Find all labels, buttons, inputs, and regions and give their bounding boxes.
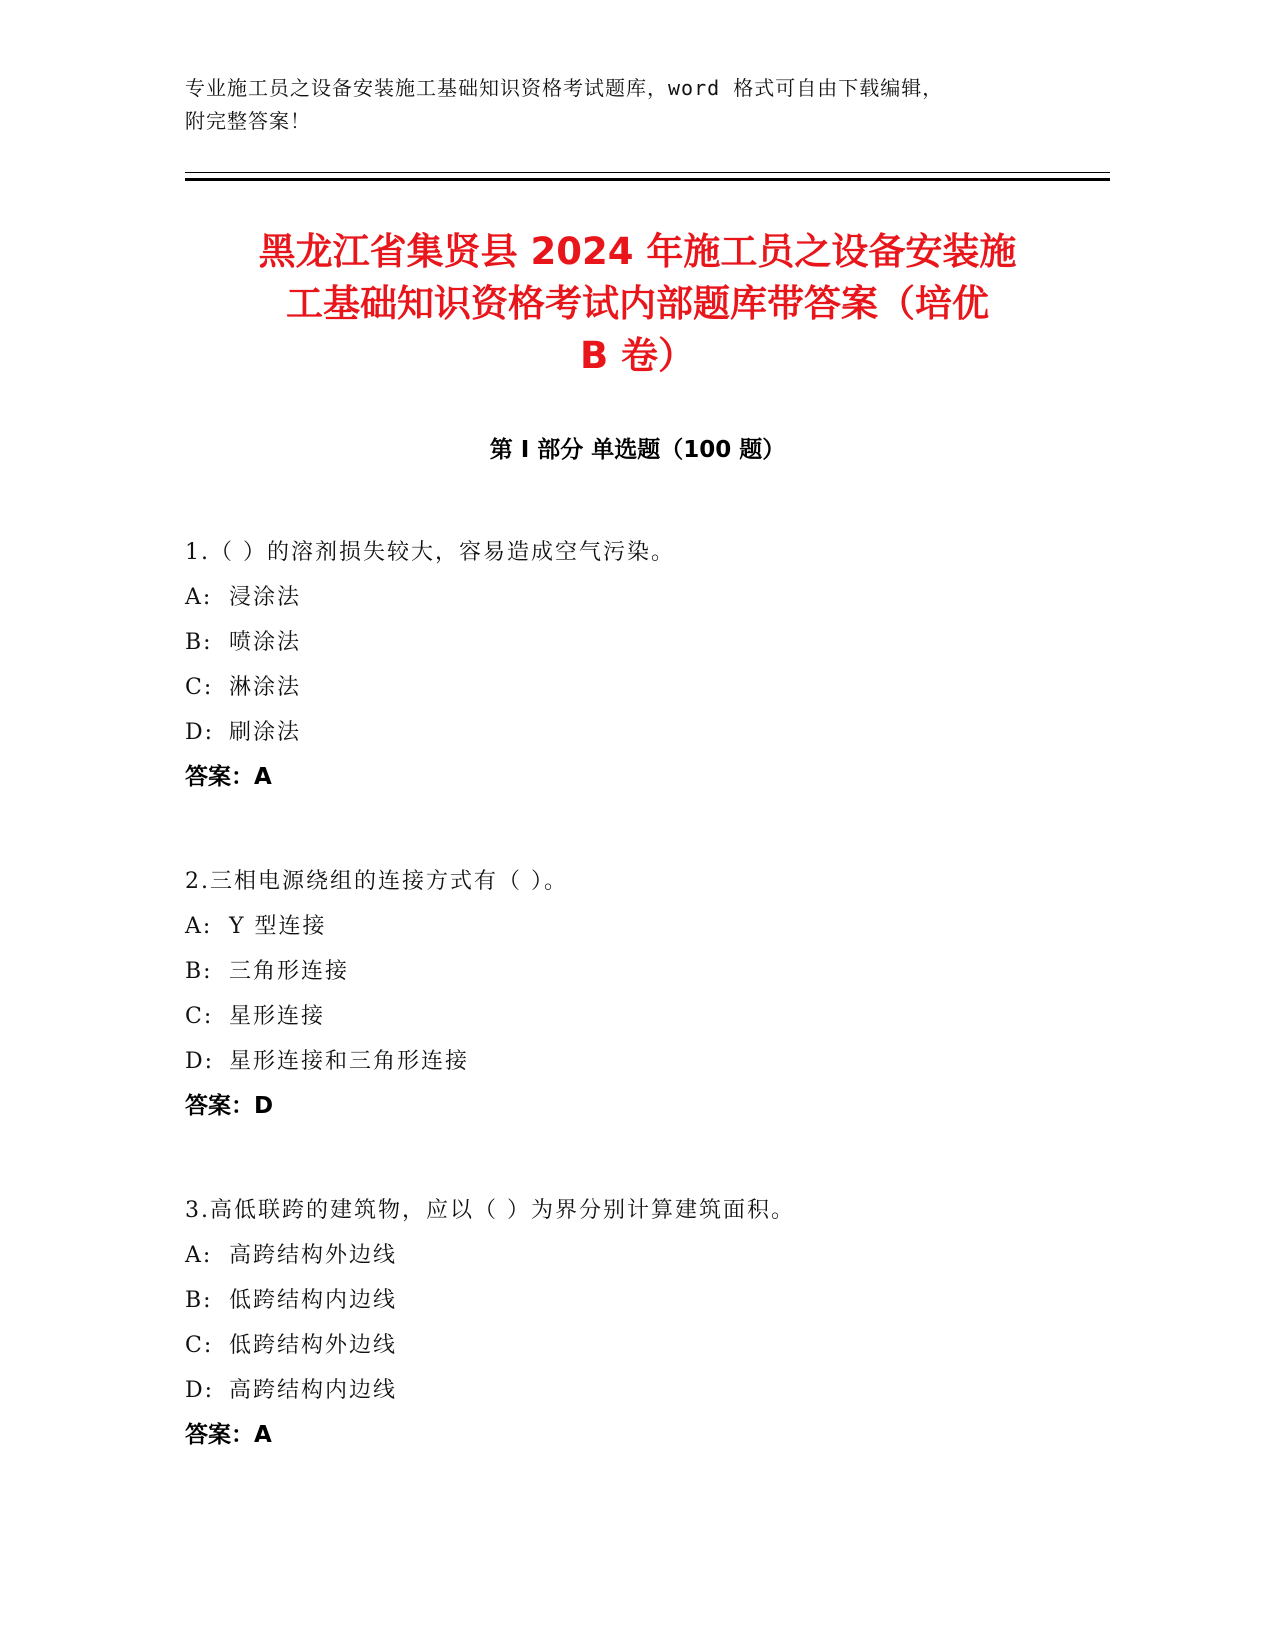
option-b xyxy=(185,949,1110,994)
question-1 xyxy=(185,530,1110,800)
header-note-line-2: 附完整答案！ xyxy=(185,109,311,133)
option-text: 喷涂法 xyxy=(229,630,302,655)
option-text: 三角形连接 xyxy=(229,959,350,984)
option-b xyxy=(185,1278,1110,1323)
option-text: Y 型连接 xyxy=(229,914,327,939)
option-letter: C: xyxy=(185,675,214,700)
option-letter: D: xyxy=(185,1049,215,1074)
option-a xyxy=(185,575,1110,620)
question-2 xyxy=(185,859,1110,1129)
document-title-line-1: 黑龙江省集贤县 2024 年施工员之设备安装施 xyxy=(258,230,1017,273)
option-c xyxy=(185,1323,1110,1368)
option-text: 星形连接和三角形连接 xyxy=(229,1049,470,1074)
question-stem: 2.三相电源绕组的连接方式有（ ）。 xyxy=(185,869,568,894)
option-letter: A: xyxy=(185,914,213,939)
option-c xyxy=(185,665,1110,710)
option-text: 低跨结构内边线 xyxy=(229,1288,398,1313)
option-letter: C: xyxy=(185,1333,214,1358)
header-note-line-1: 专业施工员之设备安装施工基础知识资格考试题库，word 格式可自由下载编辑， xyxy=(185,76,944,100)
option-d xyxy=(185,710,1110,755)
option-b xyxy=(185,620,1110,665)
question-3 xyxy=(185,1188,1110,1458)
option-letter: D: xyxy=(185,1378,215,1403)
option-d xyxy=(185,1039,1110,1084)
question-list xyxy=(185,530,1110,1517)
option-letter: A: xyxy=(185,1243,213,1268)
option-text: 高跨结构外边线 xyxy=(229,1243,398,1268)
document-title xyxy=(150,226,1125,382)
question-stem: 1.（ ）的溶剂损失较大，容易造成空气污染。 xyxy=(185,540,675,565)
option-text: 低跨结构外边线 xyxy=(229,1333,398,1358)
answer: 答案：D xyxy=(185,1093,274,1119)
header-note xyxy=(185,72,1085,138)
option-a xyxy=(185,1233,1110,1278)
section-heading: 第 I 部分 单选题（100 题） xyxy=(489,437,786,463)
option-letter: C: xyxy=(185,1004,214,1029)
option-text: 星形连接 xyxy=(229,1004,326,1029)
option-d xyxy=(185,1368,1110,1413)
option-text: 高跨结构内边线 xyxy=(229,1378,398,1403)
option-letter: D: xyxy=(185,720,215,745)
option-letter: A: xyxy=(185,585,213,610)
answer: 答案：A xyxy=(185,764,272,790)
option-letter: B: xyxy=(185,630,213,655)
document-title-line-2: 工基础知识资格考试内部题库带答案（培优 xyxy=(286,282,989,325)
option-text: 浸涂法 xyxy=(229,585,302,610)
answer: 答案：A xyxy=(185,1422,272,1448)
header-divider-thin xyxy=(185,172,1110,173)
question-stem: 3.高低联跨的建筑物，应以（ ）为界分别计算建筑面积。 xyxy=(185,1198,795,1223)
option-letter: B: xyxy=(185,1288,213,1313)
option-c xyxy=(185,994,1110,1039)
option-a xyxy=(185,904,1110,949)
option-letter: B: xyxy=(185,959,213,984)
option-text: 刷涂法 xyxy=(229,720,302,745)
header-divider-thick xyxy=(185,178,1110,181)
document-title-line-3: B 卷） xyxy=(579,334,696,377)
option-text: 淋涂法 xyxy=(229,675,302,700)
